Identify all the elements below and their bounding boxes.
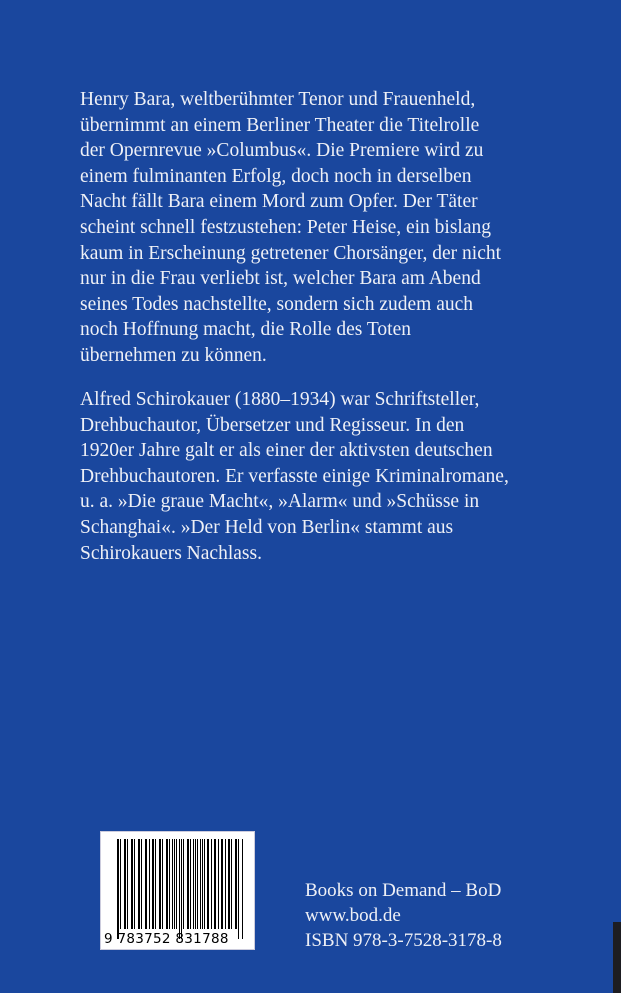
barcode-bars bbox=[117, 839, 243, 929]
text-line: übernimmt an einem Berliner Theater die Titelrolle bbox=[80, 114, 480, 136]
text-line: Nacht fällt Bara einem Mord zum Opfer. Der Täter bbox=[80, 191, 478, 213]
barcode-bar bbox=[179, 839, 180, 939]
publisher-name: Books on Demand – BoD bbox=[305, 880, 502, 901]
text-line: Henry Bara, weltberühmter Tenor und Frauenheld, bbox=[80, 89, 476, 110]
text-line: scheint schnell festzustehen: Peter Heise, ein bislang bbox=[80, 216, 492, 238]
text-line: Schirokauers Nachlass. bbox=[80, 542, 262, 564]
text-line: nur in die Frau verliebt ist, welcher Bara am Abend bbox=[80, 268, 481, 290]
isbn-text: ISBN 978-3-7528-3178-8 bbox=[305, 930, 502, 951]
barcode-bar bbox=[222, 839, 223, 929]
text-line: u. a. »Die graue Macht«, »Alarm« und »Schüsse in bbox=[80, 491, 480, 513]
barcode-bar bbox=[162, 839, 163, 929]
barcode-bar bbox=[146, 839, 147, 929]
author-bio-paragraph bbox=[80, 387, 509, 566]
text-line: noch Hoffnung macht, die Rolle des Toten bbox=[80, 319, 411, 341]
text-line: Schanghai«. »Der Held von Berlin« stammt aus bbox=[80, 516, 454, 538]
text-line: übernehmen zu können. bbox=[80, 344, 267, 366]
text-line: Drehbuchautor, Übersetzer und Regisseur. In den bbox=[80, 414, 465, 436]
text-line: einem fulminanten Erfolg, doch noch in derselben bbox=[80, 165, 472, 187]
text-line: Drehbuchautoren. Er verfasste einige Kriminalromane, bbox=[80, 465, 509, 487]
text-line: Alfred Schirokauer (1880–1934) war Schriftsteller, bbox=[80, 389, 480, 410]
publisher-website: www.bod.de bbox=[305, 905, 401, 926]
text-line: der Opernrevue »Columbus«. Die Premiere wird zu bbox=[80, 140, 484, 162]
text-line: seines Todes nachstellte, sondern sich zudem auch bbox=[80, 293, 474, 315]
spine-edge bbox=[613, 922, 621, 993]
publisher-info bbox=[305, 878, 502, 953]
barcode-digits: 9 783752 831788 bbox=[104, 931, 229, 947]
text-line: 1920er Jahre galt er als einer der aktivsten deutschen bbox=[80, 440, 493, 462]
blurb-paragraph bbox=[80, 87, 501, 369]
text-line: kaum in Erscheinung getretener Chorsänger, der nicht bbox=[80, 242, 502, 264]
isbn-barcode bbox=[100, 831, 255, 950]
barcode-bar bbox=[131, 839, 132, 929]
barcode-bar bbox=[200, 839, 201, 929]
